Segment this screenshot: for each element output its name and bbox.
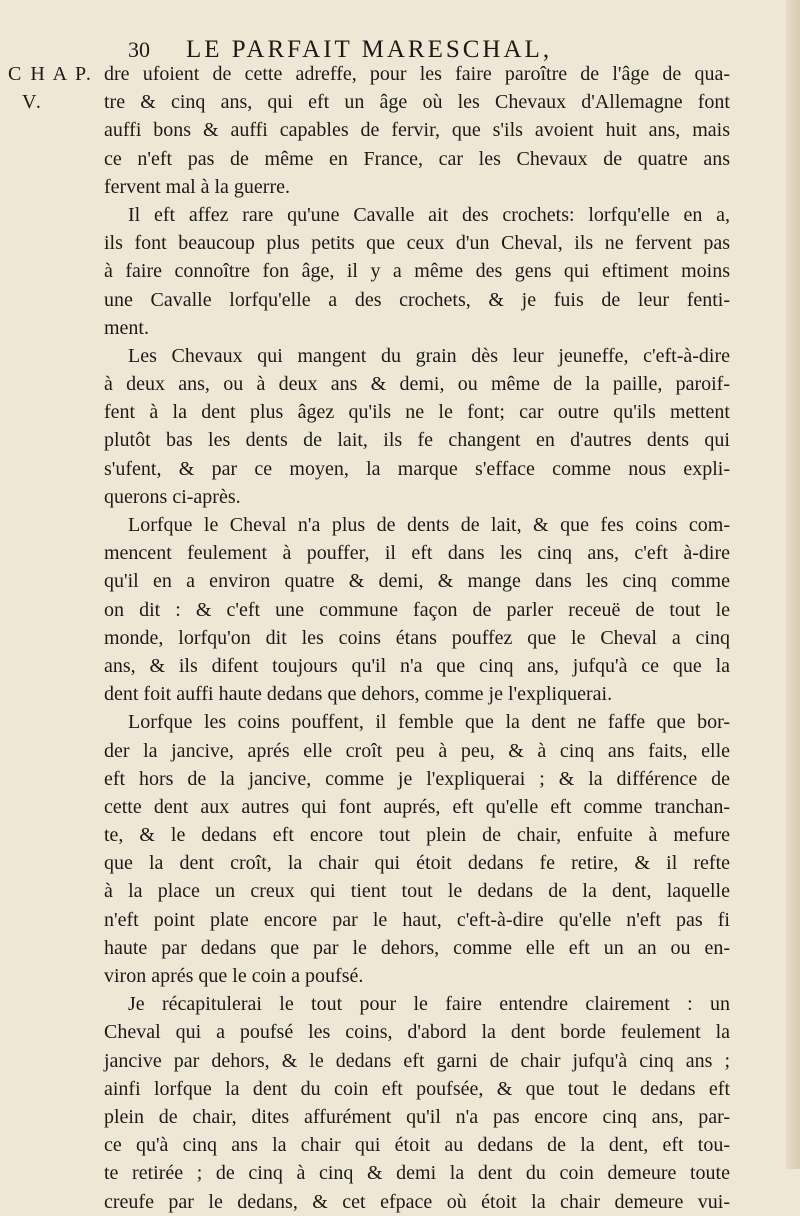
text-line: ce n'eft pas de même en France, car les Chevaux de quatre ans <box>104 147 730 170</box>
text-line: Lorfque le Cheval n'a plus de dents de lait, & que fes coins com- <box>128 514 730 536</box>
text-line: viron aprés que le coin a poufsé. <box>104 965 364 987</box>
body-text <box>104 60 730 1216</box>
text-line: à faire connoître fon âge, il y a même des gens qui eftiment moins <box>104 260 730 283</box>
text-line: dre ufoient de cette adreffe, pour les faire paroître de l'âge de qua- <box>104 63 730 85</box>
text-line: Les Chevaux qui mangent du grain dès leur jeuneffe, c'eft-à-dire <box>128 344 730 367</box>
page-edge <box>786 0 800 1169</box>
text-line: mencent feulement à pouffer, il eft dans les cinq ans, c'eft à-dire <box>104 542 730 565</box>
text-line: une Cavalle lorfqu'elle a des crochets, & je fuis de leur fenti- <box>104 288 730 311</box>
text-line: haute par dedans que par le dehors, comme elle eft un an ou en- <box>104 936 730 959</box>
text-line: n'eft point plate encore par le haut, c'eft-à-dire qu'elle n'eft pas fi <box>104 908 730 931</box>
page-number: 30 <box>128 37 150 62</box>
text-line: ce qu'à cinq ans la chair qui étoit au dedans de la dent, eft tou- <box>104 1134 730 1157</box>
text-line: on dit : & c'eft une commune façon de parler receuë de tout le <box>104 598 730 621</box>
text-line: ils font beaucoup plus petits que ceux d'un Cheval, ils ne fervent pas <box>104 232 730 255</box>
text-line: plutôt bas les dents de lait, ils fe changent en d'autres dents qui <box>104 429 730 452</box>
text-line: à deux ans, ou à deux ans & demi, ou même de la paille, paroif- <box>104 373 730 396</box>
text-line: plein de chair, dites affurément qu'il n'a pas encore cinq ans, par- <box>104 1105 730 1128</box>
text-line: der la jancive, aprés elle croît peu à peu, & à cinq ans faits, elle <box>104 739 730 762</box>
running-title: LE PARFAIT MARESCHAL, <box>186 36 553 63</box>
text-line: creufe par le dedans, & cet efpace où étoit la chair demeure vui- <box>104 1190 730 1213</box>
chapter-label: C H A P. <box>8 63 93 85</box>
text-line: à la place un creux qui tient tout le dedans de la dent, laquelle <box>104 880 730 903</box>
text-line: auffi bons & auffi capables de fervir, que s'ils avoient huit ans, mais <box>104 119 730 142</box>
text-line: qu'il en a environ quatre & demi, & mange dans les cinq comme <box>104 570 730 593</box>
text-line: monde, lorfqu'on dit les coins étans pouffez que le Cheval a cinq <box>104 626 730 649</box>
text-line: jancive par dehors, & le dedans eft garni de chair jufqu'à cinq ans ; <box>104 1049 730 1072</box>
chapter-number: V. <box>22 91 43 113</box>
text-line: ans, & ils difent toujours qu'il n'a que cinq ans, jufqu'à ce que la <box>104 654 730 677</box>
text-line: fent à la dent plus âgez qu'ils ne le font; car outre qu'ils mettent <box>104 401 730 424</box>
text-line: eft hors de la jancive, comme je l'expliquerai ; & la différence de <box>104 767 730 790</box>
text-line: s'ufent, & par ce moyen, la marque s'efface comme nous expli- <box>104 457 730 480</box>
chapter-margin-note <box>8 60 102 116</box>
text-line: que la dent croît, la chair qui étoit dedans fe retire, & il refte <box>104 852 730 875</box>
text-line: Je récapitulerai le tout pour le faire entendre clairement : un <box>128 993 730 1016</box>
text-line: Lorfque les coins pouffent, il femble que la dent ne faffe que bor- <box>128 711 730 734</box>
text-line: ainfi lorfque la dent du coin eft poufsée, & que tout le dedans eft <box>104 1077 730 1100</box>
text-line: te retirée ; de cinq à cinq & demi la dent du coin demeure toute <box>104 1162 730 1185</box>
text-line: Il eft affez rare qu'une Cavalle ait des crochets: lorfqu'elle en a, <box>128 203 730 226</box>
text-line: te, & le dedans eft encore tout plein de chair, enfuite à mefure <box>104 824 730 847</box>
text-line: ment. <box>104 316 149 339</box>
text-line: Cheval qui a poufsé les coins, d'abord la dent borde feulement la <box>104 1021 730 1044</box>
text-line: cette dent aux autres qui font auprés, eft qu'elle eft comme tranchan- <box>104 795 730 818</box>
text-line: dent foit auffi haute dedans que dehors, comme je l'expliquerai. <box>104 683 613 706</box>
text-line: querons ci-après. <box>104 485 241 508</box>
text-line: tre & cinq ans, qui eft un âge où les Chevaux d'Allemagne font <box>104 91 730 114</box>
text-line: fervent mal à la guerre. <box>104 175 291 198</box>
